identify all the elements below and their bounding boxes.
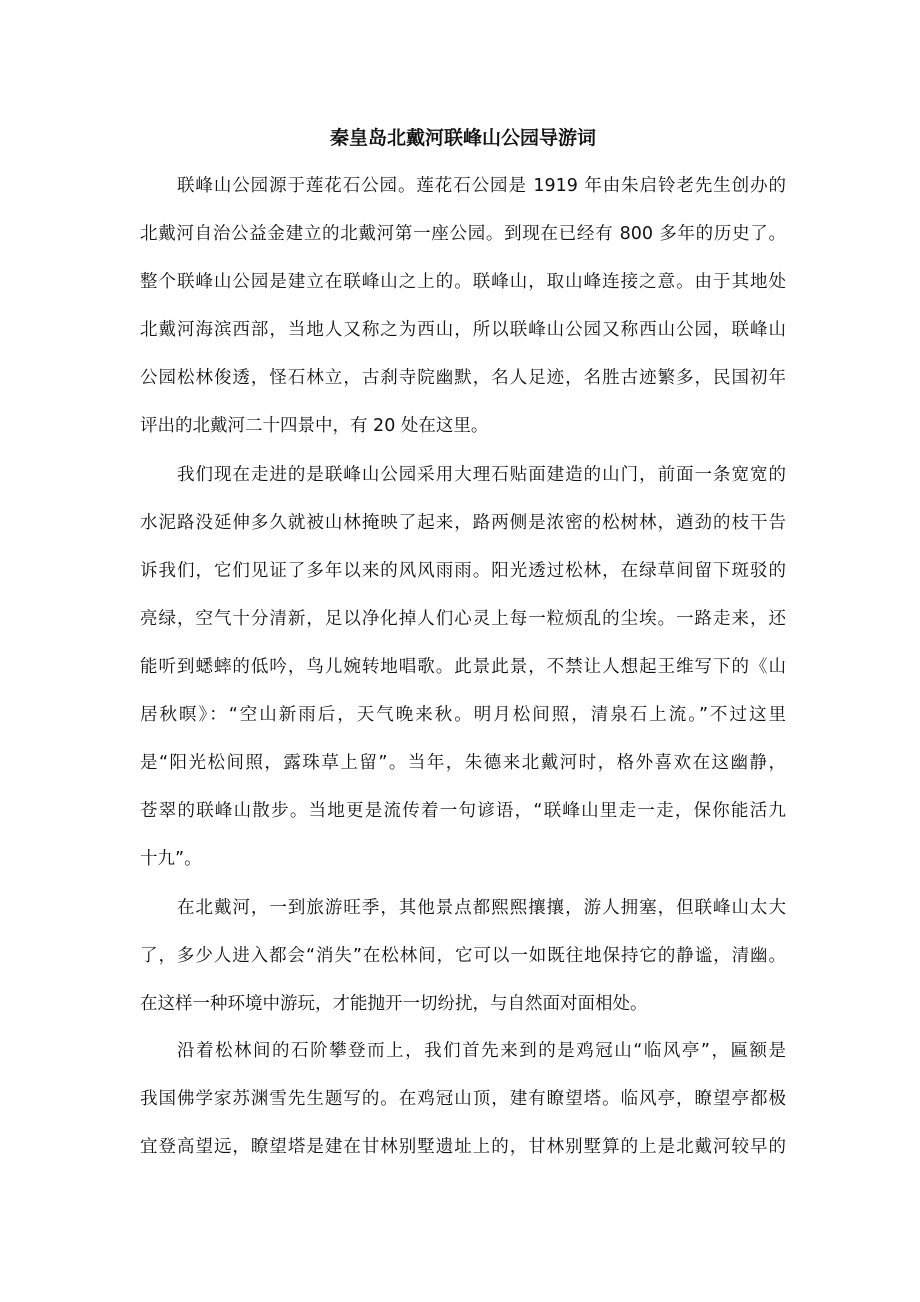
paragraph-line: 十九”。 — [140, 849, 202, 869]
paragraph-line: 在这样一种环境中游玩，才能抛开一切纷扰，与自然面对面相处。 — [140, 994, 648, 1014]
paragraph-line: 诉我们，它们见证了多年以来的风风雨雨。阳光透过松林，在绿草间留下斑驳的 — [140, 561, 786, 581]
paragraph-line: 整个联峰山公园是建立在联峰山之上的。联峰山，取山峰连接之意。由于其地处 — [140, 272, 786, 292]
paragraph-line: 我们现在走进的是联峰山公园采用大理石贴面建造的山门，前面一条宽宽的 — [177, 465, 786, 485]
paragraph-line: 了，多少人进入都会“消失”在松林间，它可以一如既往地保持它的静谧，清幽。 — [140, 946, 786, 966]
paragraph-line: 北戴河自治公益金建立的北戴河第一座公园。到现在已经有 800 多年的历史了。 — [140, 224, 786, 244]
paragraph-line: 苍翠的联峰山散步。当地更是流传着一句谚语，“联峰山里走一走，保你能活九 — [140, 801, 786, 821]
paragraph-line: 联峰山公园源于莲花石公园。莲花石公园是 1919 年由朱启铃老先生创办的 — [177, 176, 786, 196]
paragraph-line: 公园松林俊透，怪石林立，古刹寺院幽默，名人足迹，名胜古迹繁多，民国初年 — [140, 368, 786, 388]
paragraph-line: 居秋暝》：“空山新雨后，天气晚来秋。明月松间照，清泉石上流。”不过这里 — [140, 705, 786, 725]
paragraph-line: 亮绿，空气十分清新，足以净化掉人们心灵上每一粒烦乱的尘埃。一路走来，还 — [140, 609, 786, 629]
paragraph-line: 能听到蟋蟀的低吟，鸟儿婉转地唱歌。此景此景，不禁让人想起王维写下的《山 — [140, 657, 786, 677]
paragraph-line: 宜登高望远，瞭望塔是建在甘林别墅遗址上的，甘林别墅算的上是北戴河较早的 — [140, 1137, 786, 1157]
paragraph-line: 水泥路没延伸多久就被山林掩映了起来，路两侧是浓密的松树林，遒劲的枝干告 — [140, 513, 786, 533]
paragraph-line: 我国佛学家苏渊雪先生题写的。在鸡冠山顶，建有瞭望塔。临风亭，瞭望亭都极 — [140, 1089, 786, 1109]
paragraph-line: 沿着松林间的石阶攀登而上，我们首先来到的是鸡冠山“临风亭”，匾额是 — [177, 1041, 786, 1061]
paragraph-line: 在北戴河，一到旅游旺季，其他景点都熙熙攘攘，游人拥塞，但联峰山太大 — [177, 898, 786, 918]
paragraph-line: 北戴河海滨西部，当地人又称之为西山，所以联峰山公园又称西山公园，联峰山 — [140, 320, 786, 340]
paragraph-line: 是“阳光松间照，露珠草上留”。当年，朱德来北戴河时，格外喜欢在这幽静， — [140, 753, 786, 773]
document-title: 秦皇岛北戴河联峰山公园导游词 — [329, 127, 596, 149]
paragraph-line: 评出的北戴河二十四景中，有 20 处在这里。 — [140, 416, 489, 436]
